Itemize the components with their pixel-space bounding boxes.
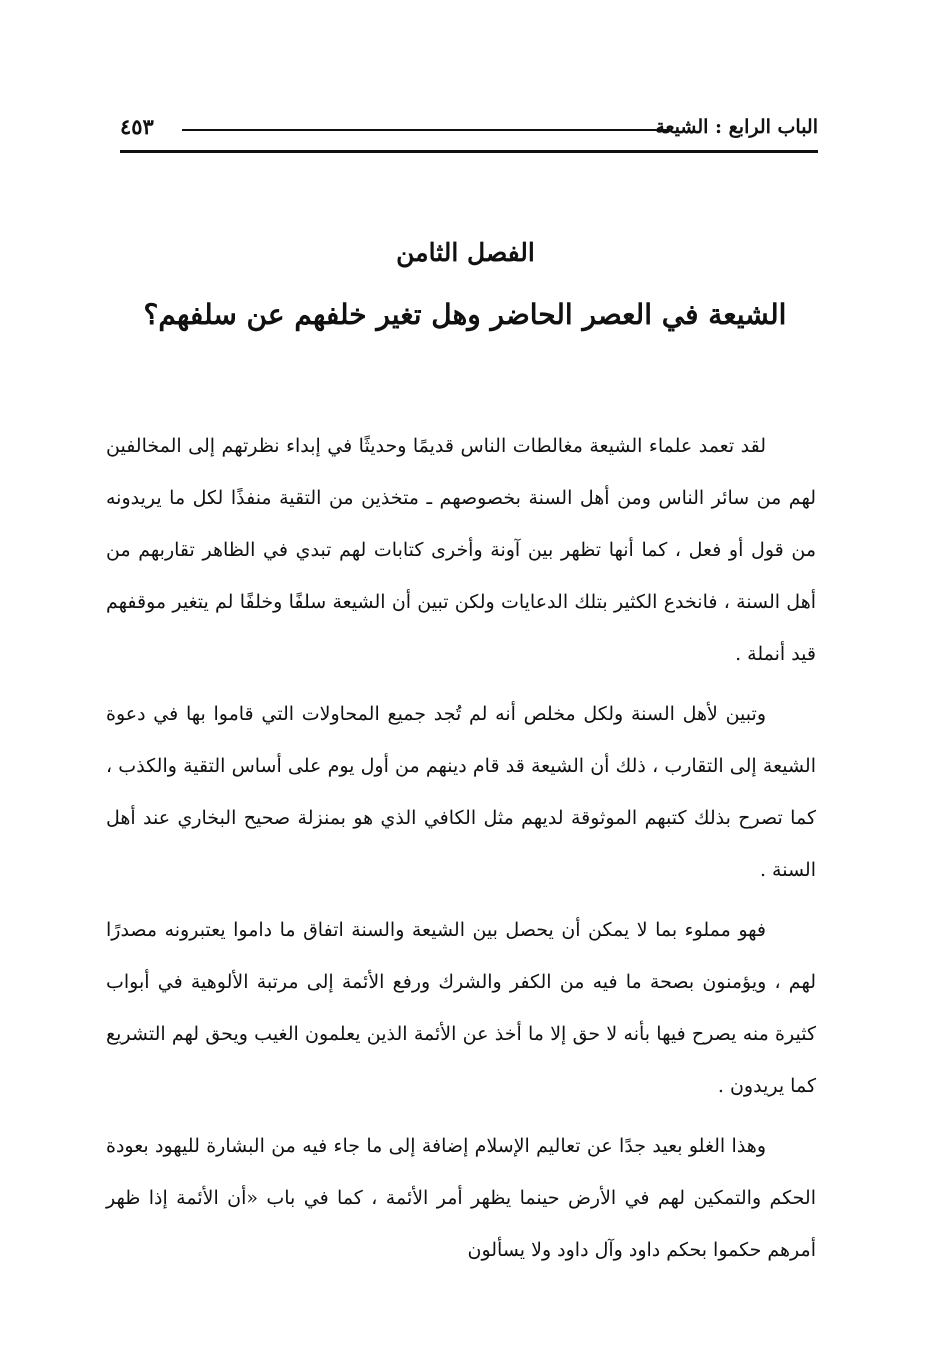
page-number: ٤٥٣ xyxy=(120,114,154,139)
paragraph: لقد تعمد علماء الشيعة مغالطات الناس قديمًا وحديثًا في إبداء نظرتهم إلى المخالفين لهم من سائر الناس ومن أهل السنة بخصوصهم ـ متخذين من التقية منفذًا لكل ما يريدونه من قول أو فعل ، كما أنها تظهر بين آونة وأخرى كتابات لهم تبدي في الظاهر تقاربهم من أهل السنة ، فانخدع الكثير بتلك الدعايات ولكن تبين أن الشيعة سلفًا وخلفًا لم يتغير موقفهم قيد أنملة . xyxy=(106,435,816,665)
body-text xyxy=(106,420,816,1284)
running-header xyxy=(120,112,818,146)
header-leader-line xyxy=(182,129,670,131)
running-title: الباب الرابع : الشيعة xyxy=(655,116,818,138)
chapter-label: الفصل الثامن xyxy=(396,238,535,267)
chapter-title: الشيعة في العصر الحاضر وهل تغير خلفهم عن سلفهم؟ xyxy=(143,298,787,331)
paragraph: وتبين لأهل السنة ولكل مخلص أنه لم تُجد جميع المحاولات التي قاموا بها في دعوة الشيعة إلى التقارب ، ذلك أن الشيعة قد قام دينهم من أول يوم على أساس التقية والكذب ، كما تصرح بذلك كتبهم الموثوقة لديهم مثل الكافي الذي هو بمنزلة صحيح البخاري عند أهل السنة . xyxy=(106,703,816,881)
paragraph: وهذا الغلو بعيد جدًا عن تعاليم الإسلام إضافة إلى ما جاء فيه من البشارة لليهود بعودة الحكم والتمكين لهم في الأرض حينما يظهر أمر الأئمة ، كما في باب «أن الأئمة إذا ظهر أمرهم حكموا بحكم داود وآل داود ولا يسألون xyxy=(106,1135,816,1261)
header-rule xyxy=(120,150,818,153)
paragraph: فهو مملوء بما لا يمكن أن يحصل بين الشيعة والسنة اتفاق ما داموا يعتبرونه مصدرًا لهم ، ويؤمنون بصحة ما فيه من الكفر والشرك ورفع الأئمة إلى مرتبة الألوهية في أبواب كثيرة منه يصرح فيها بأنه لا حق إلا ما أخذ عن الأئمة الذين يعلمون الغيب ويحق لهم التشريع كما يريدون . xyxy=(106,919,816,1097)
